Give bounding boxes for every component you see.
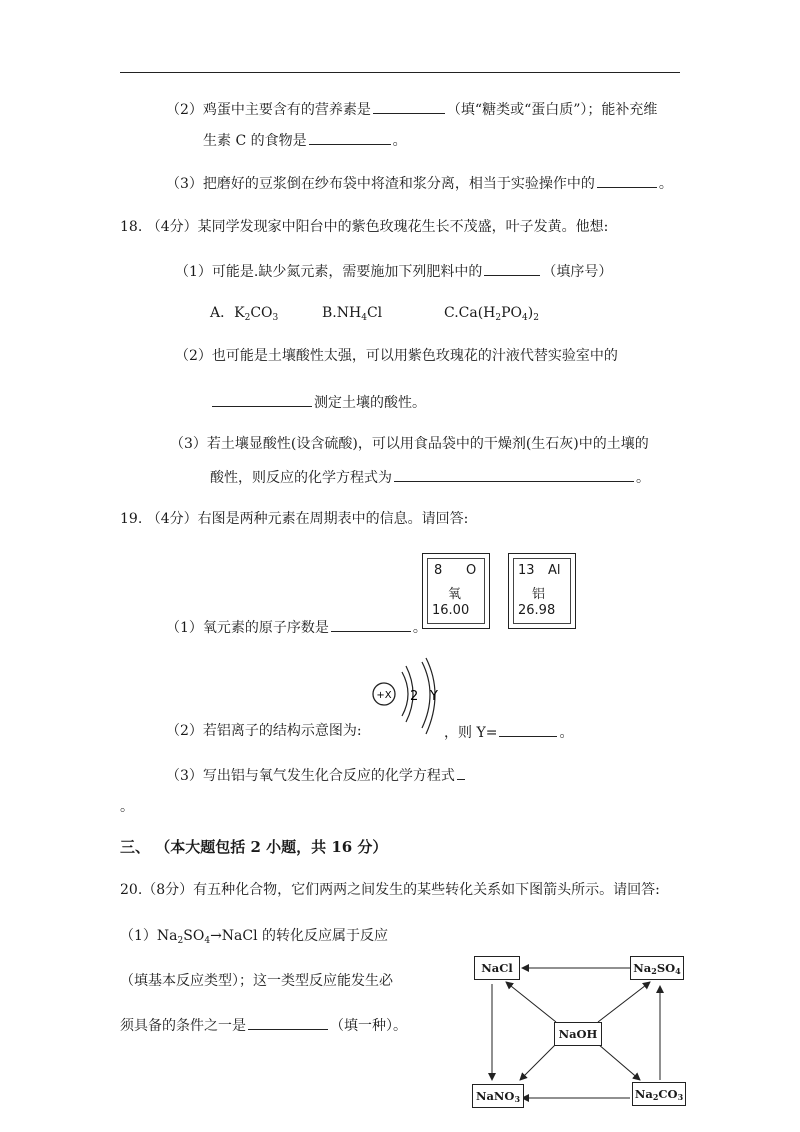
oxygen-mass: 16.00 [432, 603, 470, 618]
section-3-title: 三、 （本大题包括 2 小题，共 16 分） [120, 838, 388, 856]
q18-part2-line1: （2）也可能是土壤酸性太强，可以用紫色玫瑰花的汁液代替实验室中的 [175, 348, 618, 364]
q18-part1 [175, 261, 612, 281]
oxygen-atomic-number: 8 [434, 563, 443, 578]
q18-stem: 18. （4分）某同学发现家中阳台中的紫色玫瑰花生长不茂盛，叶子发黄。他想: [120, 219, 609, 235]
q20-part1-line3 [120, 1015, 407, 1035]
arrow-naoh-to-na2co3 [598, 1044, 640, 1080]
aluminum-element-inner [513, 558, 571, 624]
q19-part1 [166, 617, 427, 637]
oxygen-element-inner [427, 558, 485, 624]
q18-indicator-blank[interactable] [212, 392, 312, 407]
node-nano3 [472, 1084, 524, 1108]
oxygen-name: 氧 [448, 587, 462, 602]
node-naoh-label: NaOH [558, 1027, 598, 1041]
q18-part3-line1: （3）若土壤显酸性(设含硫酸)，可以用食品袋中的干燥剂(生石灰)中的土壤的 [170, 436, 649, 452]
q19-part2-b [444, 722, 573, 742]
q17-vitamin-food-blank[interactable] [309, 130, 391, 145]
nano3-s1: 3 [514, 1094, 521, 1104]
q20-part1-line2: （填基本反应类型）；这一类型反应能发生必 [120, 973, 393, 989]
outer-shell-electrons: Y [430, 689, 438, 704]
q18-fertilizer-blank[interactable] [484, 261, 540, 276]
q19-part3 [166, 765, 467, 785]
q18-option-c [444, 304, 539, 327]
q20-p1-text-d: （填一种）。 [330, 1018, 407, 1034]
nano3-a: NaNO [475, 1089, 515, 1103]
q19-part3-end: 。 [120, 799, 134, 815]
q19-p2-text-b: ，则 Y= [444, 725, 498, 741]
q20-stem: 20.（8分）有五种化合物，它们两两之间发生的某些转化关系如下图箭头所示。请回答: [120, 882, 660, 898]
q17-p2-text-a: （2）鸡蛋中主要含有的营养素是 [166, 102, 371, 118]
q17-operation-blank[interactable] [597, 173, 657, 188]
q19-part2-a: （2）若铝离子的结构示意图为: [166, 723, 362, 739]
aluminum-mass: 26.98 [518, 603, 556, 618]
q18-part2-line2 [210, 392, 426, 412]
node-na2co3 [632, 1082, 686, 1106]
arrow-naoh-to-nacl [506, 982, 556, 1022]
arrow-naoh-to-na2so4 [598, 982, 650, 1022]
q19-p3-text: （3）写出铝与氧气发生化合反应的化学方程式 [166, 768, 455, 784]
q17-p2-end: 。 [392, 133, 407, 149]
q18-optb-mid: Cl [366, 305, 383, 321]
node-nacl [474, 956, 520, 980]
q18-part3-line2 [210, 467, 650, 487]
aluminum-atomic-number: 13 [518, 563, 535, 578]
conversion-diagram [464, 952, 690, 1112]
na2so4-s2: 4 [675, 966, 681, 976]
na2co3-a: Na [634, 1087, 653, 1101]
q18-optc-pre: C.Ca(H [444, 305, 496, 321]
q20-p1-a1: （1）Na [120, 928, 178, 944]
nucleus-charge: +X [376, 690, 392, 701]
q18-p3-text-b: 酸性，则反应的化学方程式为 [210, 470, 392, 486]
q18-optc-sub1: 2 [495, 313, 502, 323]
q18-p2-text-b: 测定土壤的酸性。 [314, 395, 426, 411]
q18-p1-text-a: （1）可能是.缺少氮元素，需要施加下列肥料中的 [175, 264, 483, 280]
q20-p1-sub2: 4 [204, 936, 211, 946]
q19-p1-text: （1）氧元素的原子序数是 [166, 620, 329, 636]
node-naoh [554, 1022, 602, 1046]
q18-option-a [210, 304, 278, 327]
oxygen-symbol: O [466, 563, 477, 578]
node-na2so4 [630, 956, 684, 980]
q19-stem: 19. （4分）右图是两种元素在周期表中的信息。请回答: [120, 511, 469, 527]
q19-atomic-number-blank[interactable] [331, 617, 411, 632]
na2so4-s1: 2 [651, 966, 657, 976]
q19-y-value-blank[interactable] [499, 722, 557, 737]
inner-shell-arc [402, 672, 408, 716]
q18-opta-pre: A．K [210, 305, 245, 321]
q18-opta-sub1: 2 [244, 313, 251, 323]
q19-equation-blank[interactable] [457, 765, 465, 780]
inner-shell-electrons: 2 [410, 689, 419, 704]
aluminum-ion-structure-diagram [370, 656, 444, 736]
q18-opta-mid: CO [250, 305, 273, 321]
q17-part2-line1 [166, 99, 657, 119]
aluminum-symbol: Al [548, 563, 561, 578]
q19-p1-end: 。 [412, 620, 427, 636]
aluminum-name: 铝 [532, 587, 546, 602]
q17-part2-line2 [203, 130, 407, 150]
q20-condition-blank[interactable] [248, 1015, 328, 1030]
q17-nutrient-blank[interactable] [373, 99, 445, 114]
outer-shell-arc [422, 662, 430, 728]
arrow-naoh-to-nano3 [520, 1044, 556, 1080]
q18-optc-sub2: 4 [522, 313, 528, 323]
q17-part3 [166, 173, 673, 193]
q20-p1-text-c: 须具备的条件之一是 [120, 1018, 246, 1034]
q18-optc-mid: PO [501, 305, 523, 321]
oxygen-element-card [422, 553, 490, 629]
na2co3-s2: 3 [677, 1092, 684, 1102]
q18-optc-end: ) [527, 305, 534, 321]
q19-p2-end: 。 [559, 725, 574, 741]
q18-optb-sub1: 4 [361, 313, 367, 323]
na2so4-b: SO [656, 961, 676, 975]
q18-p3-end: 。 [636, 470, 650, 486]
q20-part1-line1 [120, 927, 388, 950]
q20-p1-a3: →NaCl 的转化反应属于反应 [210, 928, 389, 944]
q18-opta-sub2: 3 [272, 313, 279, 323]
q20-p1-a2: SO [183, 928, 205, 944]
na2co3-s1: 2 [652, 1092, 659, 1102]
node-nacl-label: NaCl [481, 961, 513, 975]
q17-p3-end: 。 [658, 176, 673, 192]
q20-p1-sub1: 2 [177, 936, 184, 946]
q17-p2-text-c: 生素 C 的食物是 [203, 133, 307, 149]
q18-optb-pre: B.NH [322, 305, 362, 321]
q18-equation-blank[interactable] [394, 467, 634, 482]
q17-p3-text: （3）把磨好的豆浆倒在纱布袋中将渣和浆分离，相当于实验操作中的 [166, 176, 595, 192]
q18-p1-text-b: （填序号） [542, 264, 613, 280]
na2co3-b: CO [658, 1087, 678, 1101]
q18-option-b [322, 304, 382, 327]
q17-p2-text-b: （填“糖类或“蛋白质”）；能补充维 [446, 102, 658, 118]
header-rule [120, 72, 680, 73]
na2so4-a: Na [633, 961, 652, 975]
q18-optc-sub3: 2 [533, 313, 539, 323]
aluminum-element-card [508, 553, 576, 629]
